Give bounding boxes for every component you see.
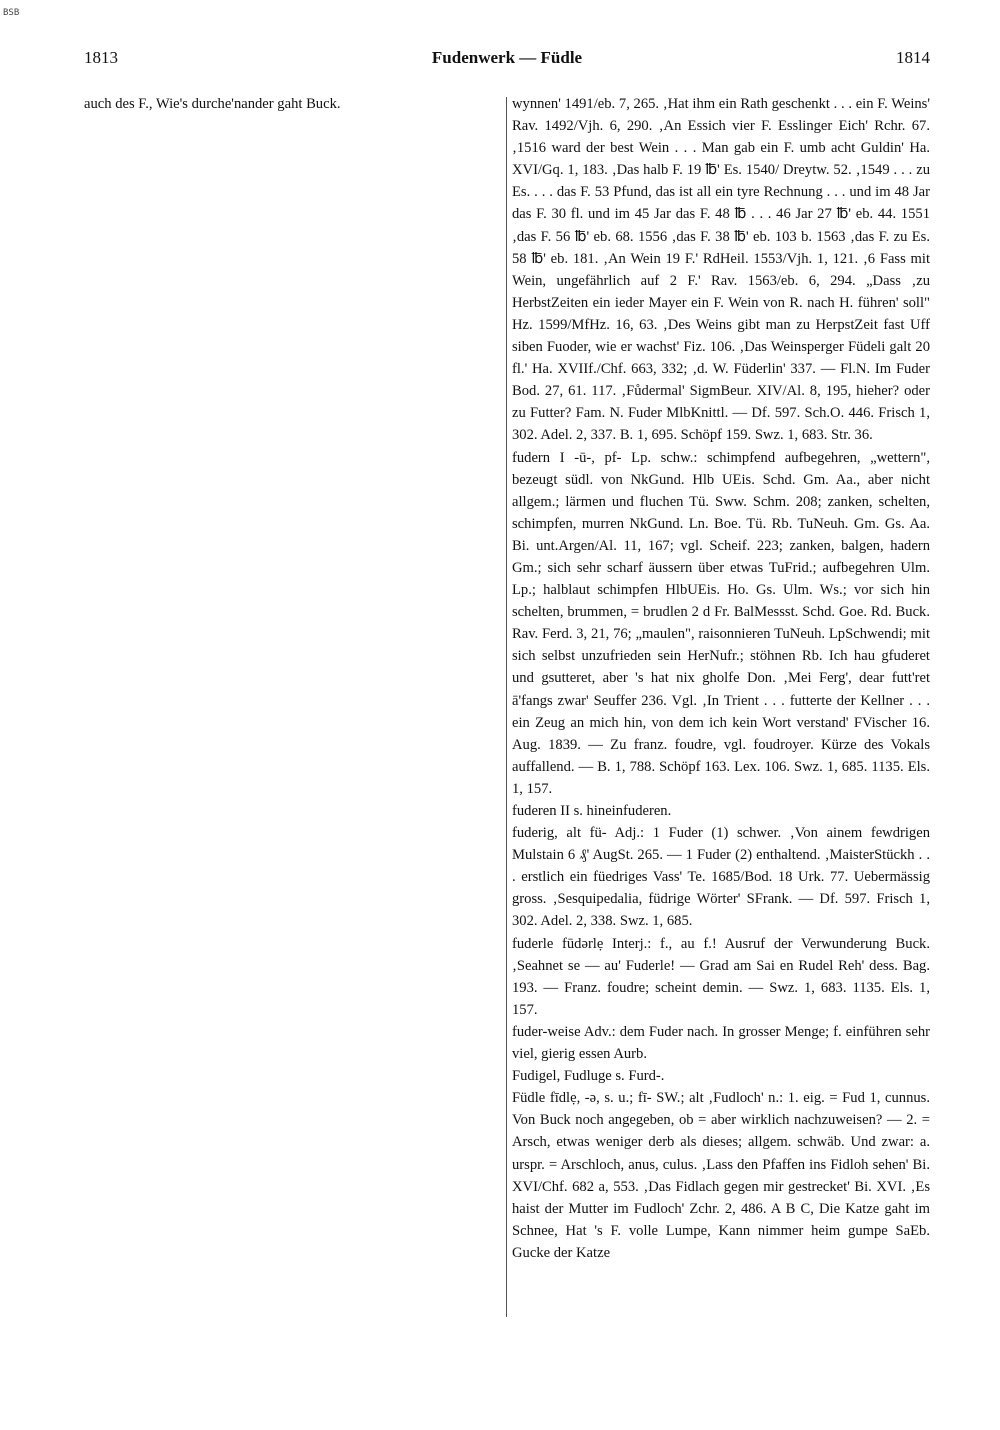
dictionary-entry: wynnen' 1491/eb. 7, 265. ‚Hat ihm ein Rath geschenkt . . . ein F. Weins' Rav. 1492/Vjh. 6, 290. ‚An Essich vier F. Esslinger Eich' Rchr. 67. ‚1516 ward der best Wein . . . Man gab ein F. umb acht Guldin' Ha. XVI/Gq. 1, 183. ‚Das halb F. 19 ℔' Es. 1540/ Dreytw. 52. ‚1549 . . . zu Es. . . . das F. 53 Pfund, das ist all ein tyre Rechnung . . . und im 48 Jar das F. 30 fl. und im 45 Jar das F. 48 ℔ . . . 46 Jar 27 ℔' eb. 44. 1551 ‚das F. 56 ℔' eb. 68. 1556 ‚das F. 38 ℔' eb. 103 b. 1563 ‚das F. zu Es. 58 ℔' eb. 181. ‚An Wein 19 F.' RdHeil. 1553/Vjh. 1, 121. ‚6 Fass mit Wein, ungefährlich auf 2 F.' Rav. 1563/eb. 6, 294. „Dass ‚zu HerbstZeiten ein ieder Mayer ein F. Wein von R. nach H. führen' soll" Hz. 1599/MfHz. 16, 63. ‚Des Weins gibt man zu HerpstZeit fast Uff siben Fuoder, wie er wachst' Fiz. 106. ‚Das Weinsperger Füdeli galt 20 fl.' Ha. XVIIf./Chf. 663, 332; ‚d. W. Füderlin' 337. — Fl.N. Im Fuder Bod. 27, 61. 117. ‚Fůdermal' SigmBeur. XIV/Al. 8, 195, hieher? oder zu Futter? Fam. N. Fuder MlbKnittl. — Df. 597. Sch.O. 446. Frisch 1, 302. Adel. 2, 337. B. 1, 695. Schöpf 159. Swz. 1, 683. Str. 36.	[512, 96, 930, 444]
page-number-left: 1813	[84, 48, 118, 67]
dictionary-entry: Fudigel, Fudluge s. Furd-.	[512, 1068, 665, 1085]
dictionary-entry: Füdle fīdlẹ, -ə, s. u.; fī- SW.; alt ‚Fudloch' n.: 1. eig. = Fud 1, cunnus. Von Buck noch angegeben, ob = aber wirklich nachzuweisen? — 2. = Arsch, etwas weniger derb als dieses; allgem. schwäb. Und zwar: a. urspr. = Arschloch, anus, culus. ‚Lass den Pfaffen ins Fidloh sehen' Bi. XVI/Chf. 682 a, 553. ‚Das Fidlach gegen mir gestrecket' Bi. XVI. ‚Es haist der Mutter im Fudloch' Zchr. 2, 486. A B C, Die Katze gaht im Schnee, Hat 's F. volle Lumpe, Kann nimmer heim gumpe SaEb. Gucke der Katze	[512, 1090, 930, 1261]
left-column	[84, 93, 500, 1413]
dictionary-entry: fuder-weise Adv.: dem Fuder nach. In grosser Menge; f. einführen sehr viel, gierig essen Aurb.	[512, 1023, 930, 1063]
dictionary-entry: fuderen II s. hineinfuderen.	[512, 803, 672, 819]
dictionary-entry: fuderle fūdərlẹ Interj.: f., au f.! Ausruf der Verwunderung Buck. ‚Seahnet se — au' Fuderle! — Grad am Sai en Rudel Reh' dess. Bag. 193. — Franz. foudre; scheint demin. — Swz. 1, 683. 1135. Els. 1, 157.	[512, 935, 930, 1018]
page-number-right: 1814	[896, 48, 930, 67]
library-stamp: BSB	[3, 8, 20, 18]
dictionary-entry: auch des F., Wie's durche'nander gaht Buck.	[84, 96, 341, 112]
column-divider	[506, 97, 507, 1317]
right-column	[512, 93, 930, 1413]
running-title: Fudenwerk — Füdle	[431, 48, 583, 67]
page-header	[84, 48, 930, 72]
dictionary-entry: fudern I -ū-, pf- Lp. schw.: schimpfend aufbegehren, „wettern", bezeugt südl. von NkGund. Hlb UEis. Schd. Gm. Aa., aber nicht allgem.; lärmen und fluchen Tü. Sww. Schm. 208; zanken, schelten, schimpfen, murren NkGund. Ln. Boe. Tü. Rb. TuNeuh. Gm. Gs. Aa. Bi. unt.Argen/Al. 11, 167; vgl. Scheif. 223; zanken, balgen, hadern Gm.; sich sehr scharf äussern über etwas TuFrid.; aufbegehren Ulm. Lp.; halblaut schimpfen HlbUEis. Ho. Gs. Ulm. Ws.; vor sich hin schelten, brummen, = brudlen 2 d Fr. BalMessst. Schd. Goe. Rd. Buck. Rav. Ferd. 3, 21, 76; „maulen", raisonnieren TuNeuh. LpSchwendi; mit sich selbst unzufrieden sein HerNufr.; stöhnen Rb. Ich hau gfuderet und gsutteret, aber 's hat nix gholfe Don. ‚Mei Ferg', dear futt'ret ā'fangs zwar' Seuffer 236. Vgl. ‚In Trient . . . futterte der Kellner . . . ein Zeug an mich hin, von dem ich kein Wort verstand' FVischer 16. Aug. 1839. — Zu franz. foudre, vgl. foudroyer. Kürze des Vokals auffallend. — B. 1, 788. Schöpf 163. Lex. 106. Swz. 1, 685. 1135. Els. 1, 157.	[512, 449, 930, 797]
dictionary-entry: fuderig, alt fü- Adj.: 1 Fuder (1) schwer. ‚Von ainem fewdrigen Mulstain 6 ₰' AugSt. 265. — 1 Fuder (2) enthaltend. ‚MaisterStückh . . . erstlich ein füedriges Vass' Te. 1685/Bod. 18 Urk. 77. Uebermässig gross. ‚Sesquipedalia, füdrige Wörter' SFrank. — Df. 597. Frisch 1, 302. Adel. 2, 338. Swz. 1, 685.	[512, 825, 930, 930]
